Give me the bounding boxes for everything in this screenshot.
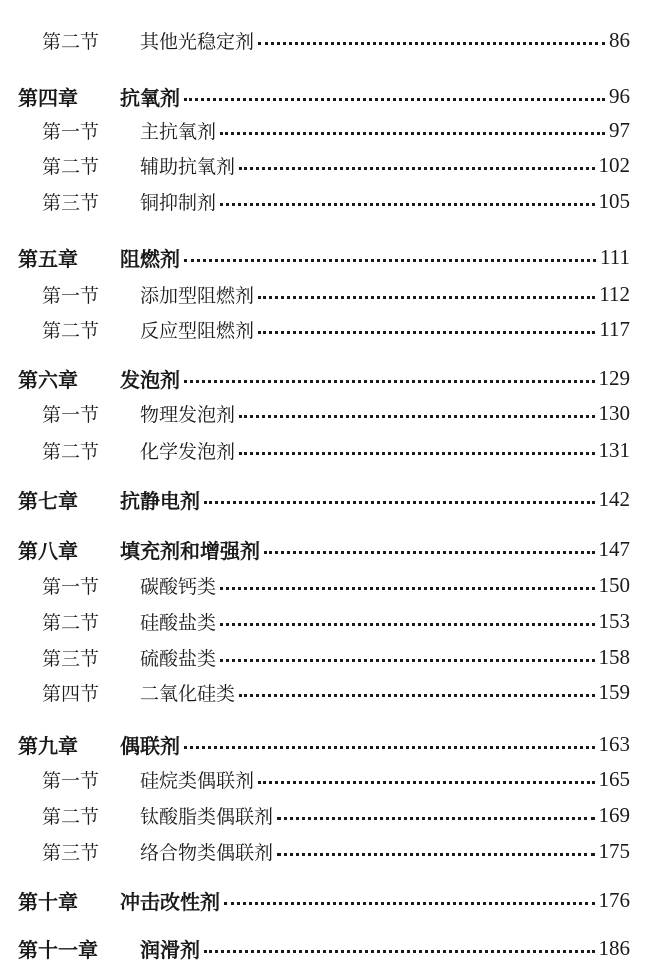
dot-leader [277, 847, 594, 856]
section-title: 二氧化硅类 [140, 682, 236, 705]
page-number: 131 [598, 437, 630, 462]
toc-chapter-row [0, 242, 650, 272]
section-number: 第一节 [42, 769, 100, 792]
page-number: 130 [598, 400, 630, 425]
toc-chapter-row [0, 885, 650, 915]
toc-section-row [0, 435, 650, 465]
section-title: 其他光稳定剂 [140, 30, 255, 53]
section-title: 主抗氧剂 [140, 120, 217, 143]
section-number: 第三节 [42, 647, 100, 670]
page-number: 111 [600, 244, 630, 269]
section-number: 第一节 [42, 284, 100, 307]
chapter-number: 第十一章 [18, 937, 98, 962]
section-title: 钛酸脂类偶联剂 [140, 805, 274, 828]
dot-leader [258, 36, 605, 45]
toc-section-row [0, 314, 650, 344]
chapter-title: 润滑剂 [140, 937, 200, 962]
section-number: 第一节 [42, 120, 100, 143]
page-number: 175 [598, 838, 630, 863]
toc-section-row [0, 836, 650, 866]
chapter-title: 阻燃剂 [120, 246, 180, 271]
page-number: 147 [598, 536, 630, 561]
section-number: 第三节 [42, 191, 100, 214]
dot-leader [204, 944, 595, 953]
dot-leader [220, 617, 594, 626]
chapter-number: 第十章 [18, 889, 78, 914]
toc-chapter-row [0, 534, 650, 564]
section-number: 第二节 [42, 155, 100, 178]
dot-leader [239, 409, 594, 418]
section-title: 络合物类偶联剂 [140, 841, 274, 864]
chapter-title: 抗静电剂 [120, 488, 200, 513]
section-title: 化学发泡剂 [140, 440, 236, 463]
chapter-number: 第四章 [18, 85, 78, 110]
dot-leader [204, 495, 595, 504]
dot-leader [184, 92, 605, 101]
toc-section-row [0, 606, 650, 636]
toc-section-row [0, 642, 650, 672]
section-number: 第二节 [42, 611, 100, 634]
dot-leader [220, 126, 605, 135]
page-number: 159 [598, 679, 630, 704]
dot-leader [258, 325, 595, 334]
section-number: 第二节 [42, 319, 100, 342]
chapter-title: 填充剂和增强剂 [120, 538, 260, 563]
page-number: 105 [598, 188, 630, 213]
dot-leader [184, 374, 595, 383]
dot-leader [184, 740, 595, 749]
section-title: 铜抑制剂 [140, 191, 217, 214]
toc-chapter-row [0, 729, 650, 759]
section-title: 反应型阻燃剂 [140, 319, 255, 342]
dot-leader [220, 653, 594, 662]
chapter-title: 偶联剂 [120, 733, 180, 758]
toc-chapter-row [0, 484, 650, 514]
section-number: 第一节 [42, 575, 100, 598]
dot-leader [220, 197, 594, 206]
section-number: 第二节 [42, 30, 100, 53]
section-number: 第三节 [42, 841, 100, 864]
section-number: 第四节 [42, 682, 100, 705]
page-number: 165 [598, 766, 630, 791]
page-number: 169 [598, 802, 630, 827]
chapter-title: 抗氧剂 [120, 85, 180, 110]
chapter-title: 冲击改性剂 [120, 889, 220, 914]
page-number: 176 [598, 887, 630, 912]
section-title: 物理发泡剂 [140, 403, 236, 426]
chapter-number: 第七章 [18, 488, 78, 513]
toc-chapter-row [0, 81, 650, 111]
page-number: 163 [598, 731, 630, 756]
dot-leader [239, 446, 594, 455]
dot-leader [258, 775, 594, 784]
section-title: 硫酸盐类 [140, 647, 217, 670]
toc-section-row [0, 25, 650, 55]
page-number: 158 [598, 644, 630, 669]
chapter-title: 发泡剂 [120, 367, 180, 392]
dot-leader [220, 581, 594, 590]
page-number: 112 [599, 281, 630, 306]
section-number: 第一节 [42, 403, 100, 426]
dot-leader [264, 545, 595, 554]
dot-leader [239, 161, 594, 170]
section-title: 碳酸钙类 [140, 575, 217, 598]
page-number: 96 [609, 83, 630, 108]
section-number: 第二节 [42, 440, 100, 463]
dot-leader [239, 688, 594, 697]
toc-chapter-row [0, 933, 650, 963]
toc-section-row [0, 764, 650, 794]
page-number: 86 [609, 27, 630, 52]
page-number: 153 [598, 608, 630, 633]
dot-leader [277, 811, 594, 820]
toc-section-row [0, 398, 650, 428]
toc-section-row [0, 115, 650, 145]
section-title: 硅酸盐类 [140, 611, 217, 634]
page-number: 129 [598, 365, 630, 390]
toc-section-row [0, 150, 650, 180]
toc-chapter-row [0, 363, 650, 393]
dot-leader [258, 290, 595, 299]
page-number: 97 [609, 117, 630, 142]
toc-section-row [0, 800, 650, 830]
chapter-number: 第六章 [18, 367, 78, 392]
section-number: 第二节 [42, 805, 100, 828]
page-number: 142 [598, 486, 630, 511]
section-title: 辅助抗氧剂 [140, 155, 236, 178]
chapter-number: 第五章 [18, 246, 78, 271]
chapter-number: 第九章 [18, 733, 78, 758]
toc-section-row [0, 677, 650, 707]
page-number: 102 [598, 152, 630, 177]
page-number: 186 [598, 935, 630, 960]
page-number: 150 [598, 572, 630, 597]
toc-section-row [0, 279, 650, 309]
dot-leader [184, 253, 596, 262]
dot-leader [224, 896, 595, 905]
toc-section-row [0, 570, 650, 600]
section-title: 添加型阻燃剂 [140, 284, 255, 307]
section-title: 硅烷类偶联剂 [140, 769, 255, 792]
page-number: 117 [599, 316, 630, 341]
chapter-number: 第八章 [18, 538, 78, 563]
toc-section-row [0, 186, 650, 216]
